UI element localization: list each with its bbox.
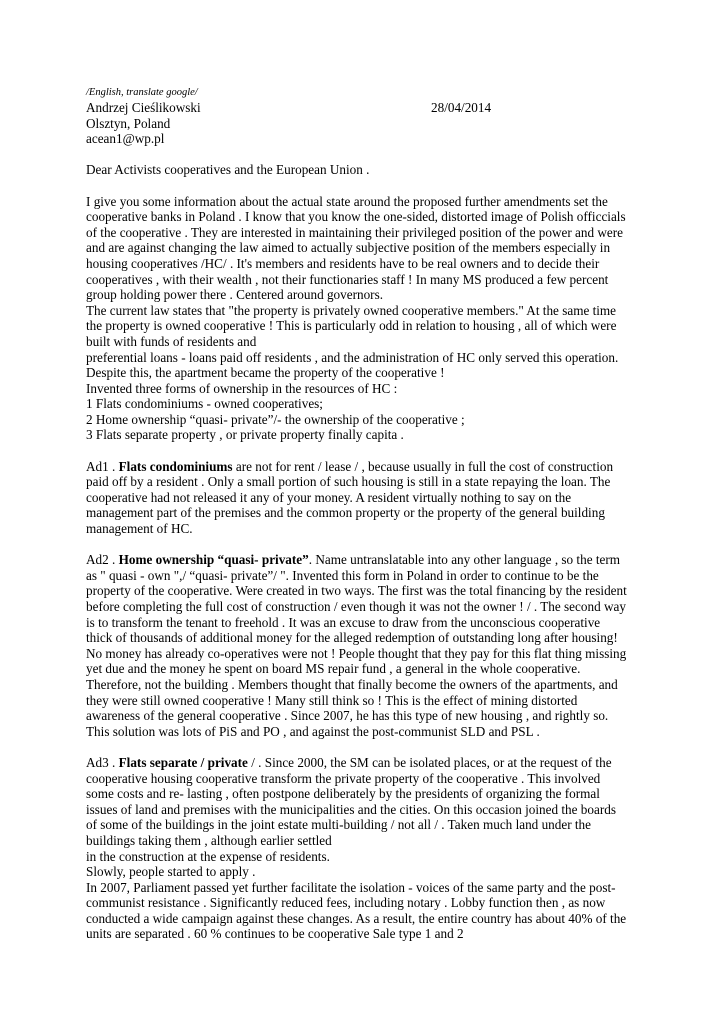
text-line: paid off by a resident . Only a small portion of such housing is still in a state repaying the loan. The bbox=[86, 474, 611, 490]
ad3-first-text: / . Since 2000, the SM can be isolated places, or at the request of the bbox=[247, 754, 612, 770]
text-line: of some of the buildings in the joint estate multi-building / not all / . Taken much land under the bbox=[86, 817, 592, 833]
author-name: Andrzej Cieślikowski bbox=[86, 100, 201, 115]
text-line: the property is owned cooperative ! This is particularly odd in relation to housing , all of which were bbox=[86, 318, 617, 334]
text-line: group holding power there . Centered around governors. bbox=[86, 287, 384, 303]
translation-note: /English, translate google/ bbox=[86, 87, 198, 98]
text-line: some costs and re- lasting , often postpone deliberately by the presidents of organizing the formal bbox=[86, 786, 600, 802]
text-line: buildings taking them , although earlier settled bbox=[86, 832, 332, 848]
text-line: cooperative had not released it any of your money. A resident virtually nothing to say on the bbox=[86, 489, 572, 505]
text-line: property of the cooperative. Were created in two ways. The first was the total financing by the resident bbox=[86, 583, 627, 599]
letter-date: 28/04/2014 bbox=[431, 100, 492, 115]
ad2-heading-line bbox=[86, 552, 638, 568]
text-line: conducted a wide campaign against these changes. As a result, the entire country has about 40% of the bbox=[86, 910, 627, 926]
ad3-prefix: Ad3 . bbox=[86, 754, 119, 770]
text-line: as " quasi - own ",/ “quasi- private”/ ". Invented this form in Poland in order to continue to be the bbox=[86, 567, 599, 583]
text-line: management part of the premises and the common property or the property of the general building bbox=[86, 505, 605, 521]
text-line: of the cooperative . They are interested in maintaining their privileged position of the power and were bbox=[86, 224, 623, 240]
ad3-paragraph bbox=[86, 755, 638, 942]
text-line: and are against changing the law aimed to actually subjective position of the members especially in bbox=[86, 240, 611, 256]
text-line: Therefore, not the building . Members thought that finally become the owners of the apartments, and bbox=[86, 676, 618, 692]
text-line: This solution was lots of PiS and PO , and against the post-communist SLD and PSL . bbox=[86, 723, 540, 739]
text-line: In 2007, Parliament passed yet further facilitate the isolation - voices of the same party and the post- bbox=[86, 879, 616, 895]
text-line: No money has already co-operatives were not ! People thought that they pay for this flat thing missing bbox=[86, 645, 627, 661]
ad1-first-text: are not for rent / lease / , because usually in full the cost of construction bbox=[232, 458, 614, 474]
letter-page bbox=[86, 86, 638, 942]
author-city: Olsztyn, Poland bbox=[86, 115, 171, 131]
text-line: they were still owned cooperative ! Many still think so ! This is the effect of mining distorted bbox=[86, 692, 578, 708]
text-line: thick of thousands of additional money for the alleged redemption of outstanding long after housing! bbox=[86, 630, 618, 646]
greeting: Dear Activists cooperatives and the European Union . bbox=[86, 162, 370, 178]
text-line: preferential loans - loans paid off residents , and the administration of HC only served this operation. bbox=[86, 349, 619, 365]
list-item: 3 Flats separate property , or private property finally capita . bbox=[86, 427, 404, 443]
text-line: yet due and the money he spent on board MS repair fund , a general in the whole cooperative. bbox=[86, 661, 581, 677]
ad2-prefix: Ad2 . bbox=[86, 552, 119, 568]
ad3-heading-line bbox=[86, 755, 638, 771]
ad1-title: Flats condominiums bbox=[118, 458, 233, 474]
text-line: units are separated . 60 % continues to be cooperative Sale type 1 and 2 bbox=[86, 926, 464, 942]
ad2-paragraph bbox=[86, 552, 638, 739]
ad2-title: Home ownership “quasi- private” bbox=[118, 552, 309, 568]
ad1-prefix: Ad1 . bbox=[86, 458, 119, 474]
ad3-title: Flats separate / private bbox=[118, 754, 248, 770]
text-line: I give you some information about the actual state around the proposed further amendments set the bbox=[86, 193, 608, 209]
intro-paragraph bbox=[86, 194, 638, 444]
text-line: cooperative banks in Poland . I know that you know the one-sided, distorted image of Polish officcials bbox=[86, 209, 626, 225]
author-date-row bbox=[86, 100, 638, 116]
text-line: built with funds of residents and bbox=[86, 333, 257, 349]
text-line: awareness of the general cooperative . Since 2007, he has this type of new housing , and rightly so. bbox=[86, 708, 609, 724]
text-line: Slowly, people started to apply . bbox=[86, 864, 256, 880]
text-line: in the construction at the expense of residents. bbox=[86, 848, 330, 864]
text-line: housing cooperatives /HC/ . It's members and residents have to be real owners and to decide their bbox=[86, 255, 600, 271]
ad2-first-text: . Name untranslatable into any other language , so the term bbox=[308, 552, 621, 568]
text-line: before completing the full cost of construction / even though it was not the owner ! / . The second way bbox=[86, 599, 626, 614]
text-line: Invented three forms of ownership in the resources of HC : bbox=[86, 380, 398, 396]
list-item: 1 Flats condominiums - owned cooperatives; bbox=[86, 396, 323, 412]
text-line: communist resistance . Significantly reduced fees, including notary . Lobby function then , as now bbox=[86, 895, 606, 911]
text-line: cooperatives , with their wealth , not their functionaries staff ! In many MS produced a few percent bbox=[86, 271, 609, 287]
text-line: is to transform the tenant to freehold . It was an excuse to draw from the unconscious cooperative bbox=[86, 614, 601, 630]
text-line: cooperative housing cooperative transform the private property of the cooperative . This involved bbox=[86, 770, 601, 786]
ad1-paragraph bbox=[86, 459, 638, 537]
author-email: acean1@wp.pl bbox=[86, 131, 165, 147]
text-line: issues of land and premises with the municipalities and the cities. On this occasion joined the boards bbox=[86, 801, 616, 817]
text-line: management of HC. bbox=[86, 521, 193, 537]
text-line: Despite this, the apartment became the property of the cooperative ! bbox=[86, 365, 445, 381]
ad1-heading-line bbox=[86, 459, 638, 475]
list-item: 2 Home ownership “quasi- private”/- the ownership of the cooperative ; bbox=[86, 411, 465, 427]
text-line: The current law states that "the property is privately owned cooperative members." At the same time bbox=[86, 302, 617, 318]
